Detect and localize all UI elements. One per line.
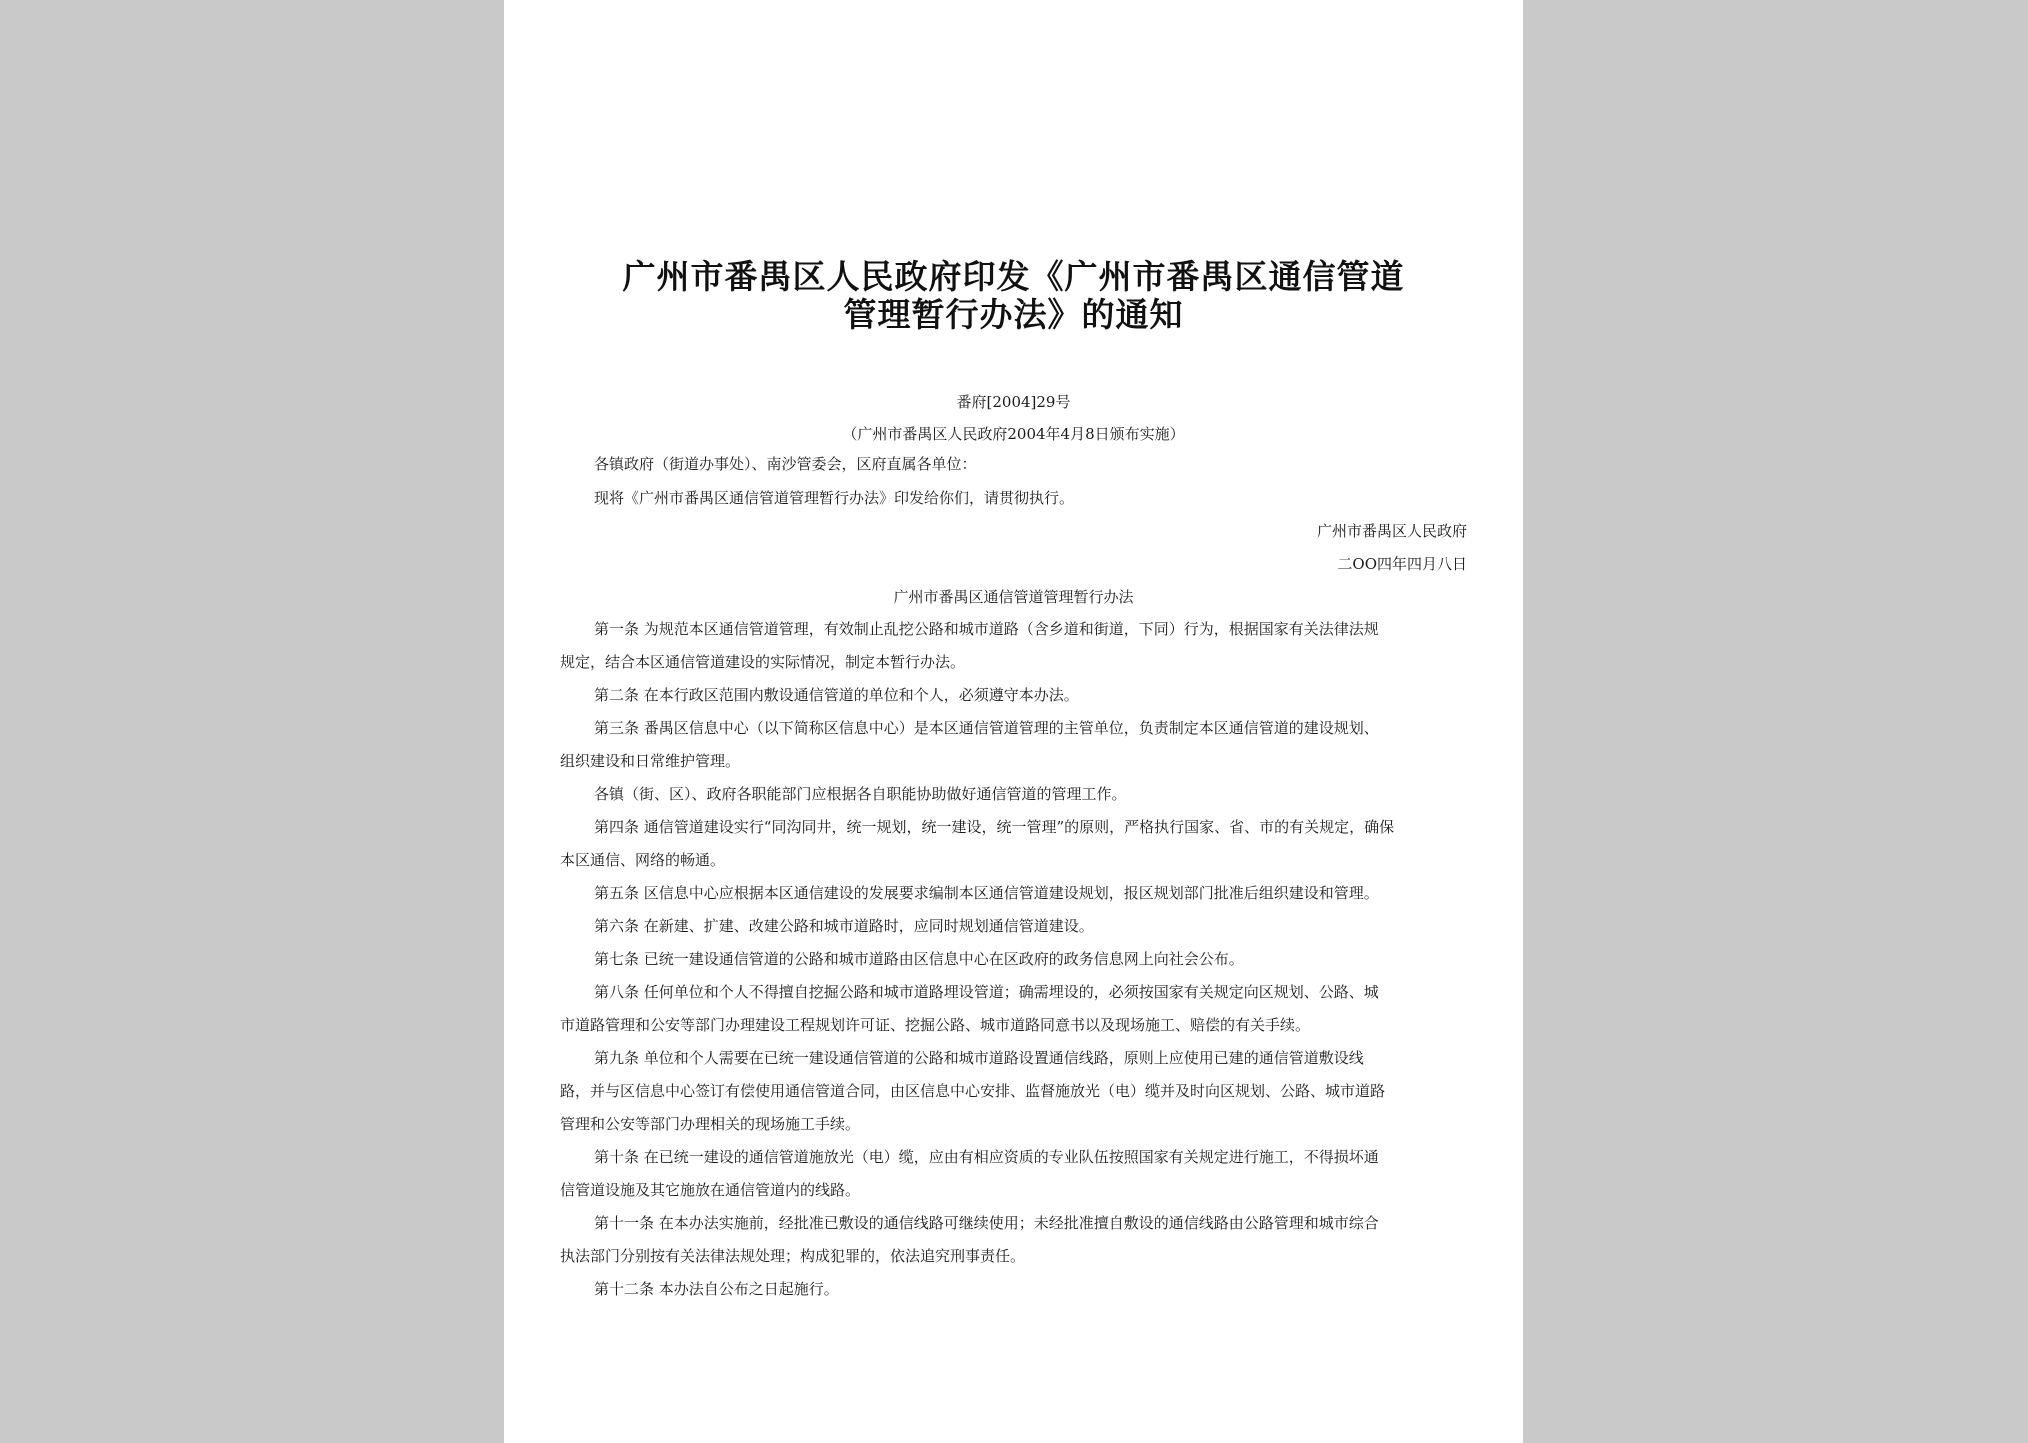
instruction: 现将《广州市番禺区通信管道管理暂行办法》印发给你们，请贯彻执行。 <box>594 489 1075 507</box>
regulation-line: 组织建设和日常维护管理。 <box>560 752 741 770</box>
regulation-line: 第五条 区信息中心应根据本区通信建设的发展要求编制本区通信管道建设规划，报区规划部门批准后组织建设和管理。 <box>594 884 1379 902</box>
issuance-note: （广州市番禺区人民政府2004年4月8日颁布实施） <box>842 425 1185 443</box>
regulation-line: 第七条 已统一建设通信管道的公路和城市道路由区信息中心在区政府的政务信息网上向社会公布。 <box>594 950 1244 968</box>
regulation-line: 第六条 在新建、扩建、改建公路和城市道路时，应同时规划通信管道建设。 <box>594 917 1094 935</box>
regulation-line: 本区通信、网络的畅通。 <box>560 851 726 869</box>
regulation-line: 规定，结合本区通信管道建设的实际情况，制定本暂行办法。 <box>560 653 966 671</box>
salutation: 各镇政府（街道办事处）、南沙管委会，区府直属各单位： <box>594 455 977 473</box>
document-page <box>504 0 1523 1443</box>
regulation-line: 第二条 在本行政区范围内敷设通信管道的单位和个人，必须遵守本办法。 <box>594 686 1079 704</box>
regulation-line: 第十二条 本办法自公布之日起施行。 <box>594 1280 839 1298</box>
regulation-line: 第九条 单位和个人需要在已统一建设通信管道的公路和城市道路设置通信线路，原则上应使用已建的通信管道敷设线 <box>594 1049 1364 1067</box>
title-line-2: 管理暂行办法》的通知 <box>843 295 1184 334</box>
regulation-title: 广州市番禺区通信管道管理暂行办法 <box>893 588 1134 606</box>
regulation-line: 信管道设施及其它施放在通信管道内的线路。 <box>560 1181 861 1199</box>
regulation-line: 管理和公安等部门办理相关的现场施工手续。 <box>560 1115 861 1133</box>
regulation-line: 第三条 番禺区信息中心（以下简称区信息中心）是本区通信管道管理的主管单位，负责制定本区通信管道的建设规划、 <box>594 719 1379 737</box>
regulation-line: 第一条 为规范本区通信管道管理，有效制止乱挖公路和城市道路（含乡道和街道，下同）行为，根据国家有关法律法规 <box>594 620 1379 638</box>
document-date: 二OO四年四月八日 <box>1337 555 1467 573</box>
signer: 广州市番禺区人民政府 <box>1316 522 1467 540</box>
regulation-line: 第八条 任何单位和个人不得擅自挖掘公路和城市道路埋设管道；确需埋设的，必须按国家有关规定向区规划、公路、城 <box>594 983 1379 1001</box>
regulation-line: 第四条 通信管道建设实行“同沟同井，统一规划，统一建设，统一管理”的原则，严格执行国家、省、市的有关规定，确保 <box>594 818 1395 836</box>
regulation-line: 路，并与区信息中心签订有偿使用通信管道合同，由区信息中心安排、监督施放光（电）缆并及时向区规划、公路、城市道路 <box>560 1082 1386 1100</box>
document-title <box>564 258 1463 334</box>
document-number: 番府[2004]29号 <box>956 393 1071 411</box>
regulation-line: 各镇（街、区）、政府各职能部门应根据各自职能协助做好通信管道的管理工作。 <box>594 785 1127 803</box>
regulation-line: 市道路管理和公安等部门办理建设工程规划许可证、挖掘公路、城市道路同意书以及现场施工、赔偿的有关手续。 <box>560 1016 1311 1034</box>
regulation-line: 第十条 在已统一建设的通信管道施放光（电）缆，应由有相应资质的专业队伍按照国家有关规定进行施工，不得损坏通 <box>594 1148 1379 1166</box>
regulation-line: 第十一条 在本办法实施前，经批准已敷设的通信线路可继续使用；未经批准擅自敷设的通信线路由公路管理和城市综合 <box>594 1214 1379 1232</box>
regulation-line: 执法部门分别按有关法律法规处理；构成犯罪的，依法追究刑事责任。 <box>560 1247 1026 1265</box>
title-line-1: 广州市番禺区人民政府印发《广州市番禺区通信管道 <box>622 257 1405 296</box>
